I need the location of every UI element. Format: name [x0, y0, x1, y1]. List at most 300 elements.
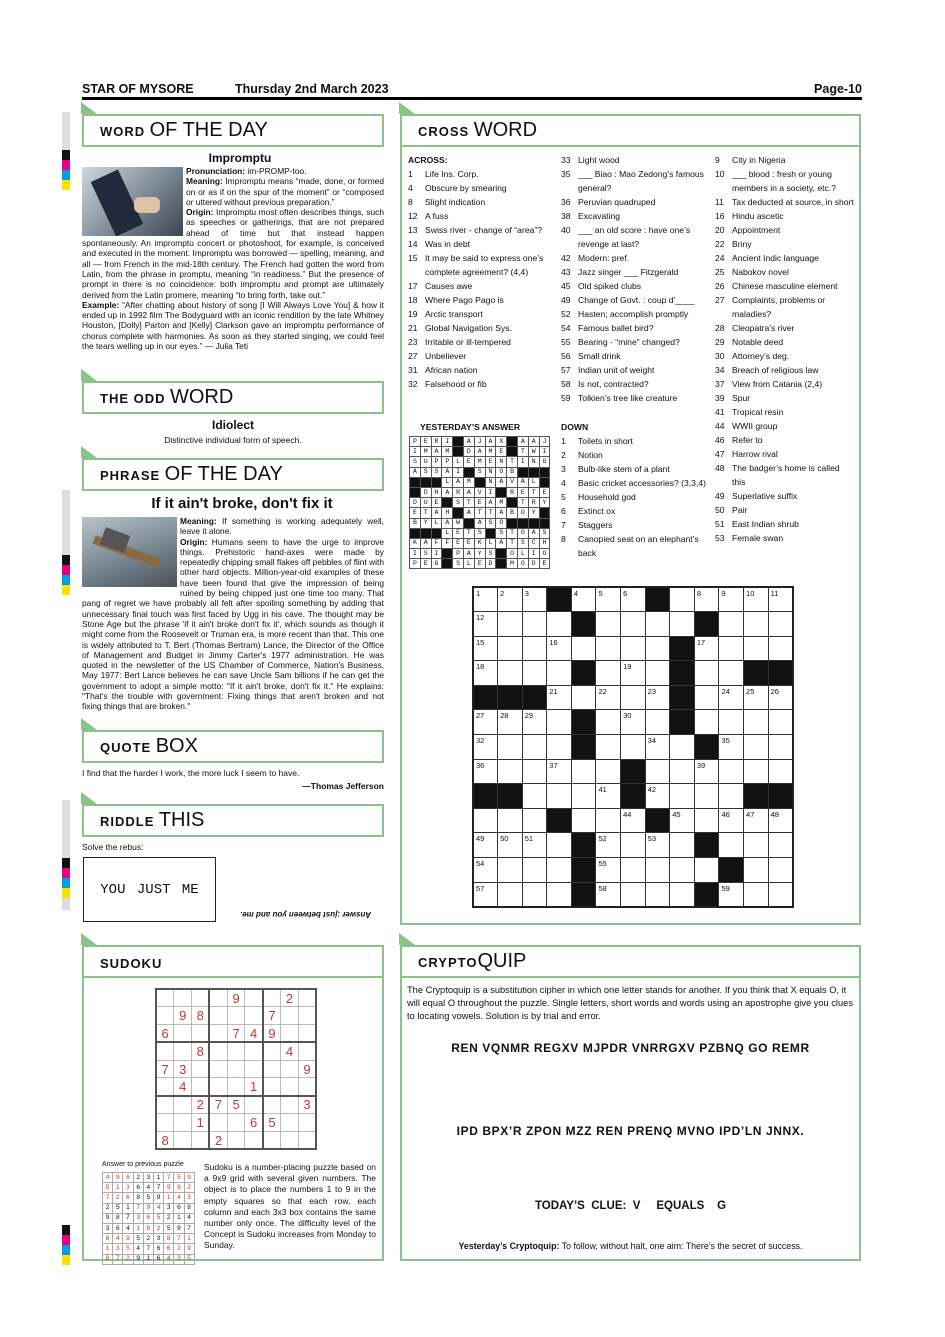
sudoku-cell[interactable]	[156, 1007, 174, 1025]
sudoku-cell[interactable]	[281, 1060, 299, 1078]
sudoku-cell[interactable]	[263, 1078, 281, 1096]
yest-letter-cell: R	[431, 437, 442, 447]
crossword-cell[interactable]	[522, 759, 547, 784]
crossword-cell[interactable]	[744, 636, 769, 661]
crossword-cell[interactable]	[694, 784, 719, 809]
crossword-cell[interactable]	[694, 858, 719, 883]
sudoku-cell[interactable]	[281, 1131, 299, 1149]
crossword-cell[interactable]	[744, 710, 769, 735]
crossword-cell[interactable]	[547, 612, 572, 637]
clue-text: Change of Govt. : coup d’____	[578, 295, 695, 305]
crossword-cell[interactable]	[498, 636, 523, 661]
crossword-cell[interactable]	[571, 636, 596, 661]
clue-text: Arctic transport	[425, 309, 483, 319]
crossword-cell[interactable]: 6	[621, 587, 646, 612]
crossword-cell[interactable]: 57	[473, 882, 498, 907]
yest-letter-cell: L	[453, 457, 464, 467]
crossword-cell[interactable]	[744, 858, 769, 883]
sudoku-cell[interactable]: 8	[192, 1007, 210, 1025]
crossword-cell[interactable]: 54	[473, 858, 498, 883]
crossword-cell[interactable]: 39	[694, 759, 719, 784]
black-cell	[522, 685, 547, 710]
sudoku-cell[interactable]	[245, 989, 263, 1007]
sudoku-cell[interactable]	[156, 1042, 174, 1060]
wotd-origin-label: Origin:	[186, 207, 214, 218]
crossword-cell[interactable]	[694, 685, 719, 710]
crossword-cell[interactable]	[498, 858, 523, 883]
crossword-cell[interactable]	[670, 858, 695, 883]
sudoku-cell[interactable]: 9	[298, 1060, 316, 1078]
crossword-cell[interactable]	[522, 636, 547, 661]
sudoku-cell[interactable]	[298, 1131, 316, 1149]
black-cell	[670, 710, 695, 735]
crossword-cell[interactable]	[571, 759, 596, 784]
sudoku-cell[interactable]: 2	[209, 1131, 227, 1149]
sudoku-cell[interactable]	[174, 1114, 192, 1132]
sudoku-cell[interactable]: 4	[281, 1042, 299, 1060]
crossword-cell[interactable]: 29	[522, 710, 547, 735]
crossword-cell[interactable]	[670, 735, 695, 760]
across-clues-col2	[561, 153, 711, 405]
crossword-cell[interactable]	[498, 759, 523, 784]
sudoku-answer-cell: 1	[123, 1203, 133, 1213]
sudoku-cell[interactable]	[209, 989, 227, 1007]
crossword-cell[interactable]	[571, 685, 596, 710]
crossword-cell[interactable]	[522, 784, 547, 809]
sudoku-cell[interactable]	[298, 1078, 316, 1096]
sudoku-cell[interactable]: 7	[227, 1025, 245, 1043]
sudoku-cell[interactable]	[192, 989, 210, 1007]
crossword-cell[interactable]	[719, 612, 744, 637]
crossword-cell[interactable]	[645, 858, 670, 883]
yest-letter-cell: E	[431, 498, 442, 508]
sudoku-answer-cell: 9	[143, 1203, 153, 1213]
crossword-cell[interactable]	[645, 661, 670, 686]
sudoku-answer-cell: 6	[174, 1203, 184, 1213]
crossword-cell[interactable]	[596, 636, 621, 661]
crossword-cell[interactable]	[596, 759, 621, 784]
crossword-cell[interactable]	[498, 808, 523, 833]
yest-black-cell	[410, 528, 421, 538]
crossword-cell[interactable]: 42	[645, 784, 670, 809]
crossword-cell[interactable]	[621, 735, 646, 760]
crossword-cell[interactable]: 49	[473, 833, 498, 858]
clue-text: Bulb-like stem of a plant	[578, 464, 670, 474]
crossword-cell[interactable]: 53	[645, 833, 670, 858]
sudoku-cell[interactable]: 4	[174, 1078, 192, 1096]
crossword-cell[interactable]: 2	[498, 587, 523, 612]
crossword-cell[interactable]	[498, 882, 523, 907]
yest-letter-cell: I	[410, 549, 421, 559]
sudoku-cell[interactable]: 2	[281, 989, 299, 1007]
clue-number: 33	[561, 155, 571, 165]
clue-text: Female swan	[732, 533, 784, 543]
sudoku-cell[interactable]	[174, 1131, 192, 1149]
crossword-cell[interactable]	[522, 612, 547, 637]
yest-letter-cell: B	[410, 518, 421, 528]
yest-letter-cell: A	[463, 549, 474, 559]
sudoku-cell[interactable]	[209, 1060, 227, 1078]
sudoku-answer-cell: 2	[113, 1193, 123, 1203]
crossword-cell[interactable]: 37	[547, 759, 572, 784]
crossword-cell[interactable]	[645, 612, 670, 637]
crossword-cell[interactable]	[596, 710, 621, 735]
crossword-cell[interactable]	[645, 882, 670, 907]
sudoku-cell[interactable]	[227, 1007, 245, 1025]
across-clue	[561, 251, 711, 265]
crossword-cell[interactable]	[670, 759, 695, 784]
crossword-cell[interactable]: 5	[596, 587, 621, 612]
sudoku-cell[interactable]	[263, 1060, 281, 1078]
crossword-cell[interactable]	[670, 587, 695, 612]
sudoku-cell[interactable]: 7	[156, 1060, 174, 1078]
sudoku-cell[interactable]: 7	[209, 1096, 227, 1114]
sudoku-cell[interactable]	[281, 1025, 299, 1043]
crossword-cell[interactable]	[645, 710, 670, 735]
sudoku-cell[interactable]: 6	[156, 1025, 174, 1043]
sudoku-cell[interactable]	[245, 1131, 263, 1149]
sudoku-answer-cell: 2	[133, 1173, 143, 1183]
crossword-cell[interactable]	[547, 784, 572, 809]
sudoku-cell[interactable]	[298, 989, 316, 1007]
sudoku-answer-cell: 3	[153, 1234, 163, 1244]
crossword-cell[interactable]	[547, 882, 572, 907]
yest-black-cell	[496, 487, 507, 497]
crossword-cell[interactable]	[719, 784, 744, 809]
crossword-cell[interactable]	[621, 636, 646, 661]
crossword-cell[interactable]: 50	[498, 833, 523, 858]
crossword-cell[interactable]	[768, 833, 793, 858]
crossword-cell[interactable]	[522, 882, 547, 907]
crossword-cell[interactable]: 27	[473, 710, 498, 735]
crossword-cell[interactable]	[547, 735, 572, 760]
sudoku-cell[interactable]	[263, 989, 281, 1007]
yest-letter-cell: E	[485, 457, 496, 467]
sudoku-cell[interactable]	[174, 1042, 192, 1060]
crossword-cell[interactable]	[768, 882, 793, 907]
sudoku-cell[interactable]	[281, 1007, 299, 1025]
clue-number: 2	[561, 450, 566, 460]
crossword-cell[interactable]	[768, 710, 793, 735]
crossword-cell[interactable]	[596, 661, 621, 686]
sudoku-cell[interactable]	[156, 1114, 174, 1132]
odd-title-a: THE ODD	[100, 391, 166, 406]
sudoku-cell[interactable]	[192, 1060, 210, 1078]
crossword-cell[interactable]	[719, 833, 744, 858]
crossword-cell[interactable]: 8	[694, 587, 719, 612]
across-clues-col1	[408, 167, 558, 391]
crossword-cell[interactable]: 36	[473, 759, 498, 784]
sudoku-cell[interactable]	[156, 989, 174, 1007]
crossword-cell[interactable]: 52	[596, 833, 621, 858]
sudoku-cell[interactable]: 3	[298, 1096, 316, 1114]
black-cell	[498, 784, 523, 809]
yest-letter-cell: R	[528, 498, 539, 508]
across-clue	[561, 349, 711, 363]
crossword-cell[interactable]: 21	[547, 685, 572, 710]
yest-letter-cell: T	[528, 487, 539, 497]
crossword-cell[interactable]: 34	[645, 735, 670, 760]
clue-text: Life Ins. Corp.	[425, 169, 479, 179]
crossword-cell[interactable]: 19	[621, 661, 646, 686]
crossword-cell[interactable]: 18	[473, 661, 498, 686]
sudoku-cell[interactable]: 8	[156, 1131, 174, 1149]
yest-letter-cell: A	[463, 437, 474, 447]
crossword-cell[interactable]	[621, 882, 646, 907]
sudoku-cell[interactable]	[209, 1007, 227, 1025]
sudoku-cell[interactable]	[281, 1078, 299, 1096]
crossword-cell[interactable]	[719, 636, 744, 661]
crossword-cell[interactable]: 30	[621, 710, 646, 735]
crossword-cell[interactable]	[596, 612, 621, 637]
sudoku-cell[interactable]: 1	[192, 1114, 210, 1132]
sudoku-cell[interactable]	[298, 1007, 316, 1025]
crossword-cell[interactable]	[522, 661, 547, 686]
sudoku-cell[interactable]: 5	[227, 1096, 245, 1114]
crossword-cell[interactable]: 10	[744, 587, 769, 612]
sudoku-cell[interactable]	[263, 1131, 281, 1149]
yest-letter-cell: A	[474, 447, 485, 457]
crossword-cell[interactable]	[670, 833, 695, 858]
sudoku-answer-cell: 1	[143, 1254, 153, 1264]
sudoku-cell[interactable]	[156, 1096, 174, 1114]
crossword-cell[interactable]	[645, 759, 670, 784]
sudoku-cell[interactable]	[298, 1114, 316, 1132]
riddle-answer: Answer :just between you and me.	[240, 910, 372, 919]
crossword-cell[interactable]	[694, 710, 719, 735]
sudoku-cell[interactable]	[156, 1078, 174, 1096]
sudoku-cell[interactable]	[209, 1114, 227, 1132]
crossword-cell[interactable]	[645, 636, 670, 661]
crossword-cell[interactable]	[744, 735, 769, 760]
sudoku-cell[interactable]: 2	[192, 1096, 210, 1114]
clue-number: 1	[561, 436, 566, 446]
sudoku-answer-cell: 8	[164, 1234, 174, 1244]
crossword-cell[interactable]: 26	[768, 685, 793, 710]
crossword-cell[interactable]	[498, 612, 523, 637]
crossword-cell[interactable]	[621, 833, 646, 858]
crossword-cell[interactable]: 55	[596, 858, 621, 883]
crossword-cell[interactable]	[719, 661, 744, 686]
crossword-cell[interactable]	[547, 710, 572, 735]
clue-text: Notable deed	[732, 337, 784, 347]
sudoku-cell[interactable]: 9	[227, 989, 245, 1007]
crossword-cell[interactable]: 3	[522, 587, 547, 612]
sudoku-cell[interactable]: 4	[245, 1025, 263, 1043]
crossword-cell[interactable]	[744, 833, 769, 858]
sudoku-cell[interactable]	[281, 1114, 299, 1132]
yest-letter-cell: R	[453, 487, 464, 497]
crossword-cell[interactable]	[621, 858, 646, 883]
yest-letter-cell: B	[507, 508, 518, 518]
crossword-cell[interactable]	[670, 612, 695, 637]
crossword-cell[interactable]	[744, 612, 769, 637]
crossword-cell[interactable]: 45	[670, 808, 695, 833]
crossword-cell[interactable]	[744, 882, 769, 907]
crossword-cell[interactable]: 12	[473, 612, 498, 637]
crossword-cell[interactable]	[498, 661, 523, 686]
sudoku-cell[interactable]	[245, 1007, 263, 1025]
sudoku-answer-cell: 3	[164, 1203, 174, 1213]
sudoku-answer-cell: 5	[174, 1173, 184, 1183]
sudoku-cell[interactable]	[281, 1096, 299, 1114]
sudoku-cell[interactable]	[227, 1131, 245, 1149]
clue-text: Excavating	[578, 211, 621, 221]
sudoku-cell[interactable]	[298, 1025, 316, 1043]
clue-text: Extinct ox	[578, 506, 616, 516]
crossword-cell[interactable]	[571, 784, 596, 809]
sudoku-cell[interactable]: 7	[263, 1007, 281, 1025]
clue-number: 19	[408, 309, 418, 319]
sudoku-cell[interactable]	[245, 1042, 263, 1060]
black-cell	[694, 612, 719, 637]
crossword-cell[interactable]	[498, 735, 523, 760]
sudoku-cell[interactable]	[263, 1042, 281, 1060]
clue-number: 59	[561, 393, 571, 403]
crossword-cell[interactable]	[596, 735, 621, 760]
crossword-cell[interactable]: 22	[596, 685, 621, 710]
crossword-cell[interactable]	[621, 685, 646, 710]
sudoku-cell[interactable]	[174, 1025, 192, 1043]
crossword-cell[interactable]	[547, 833, 572, 858]
crossword-cell[interactable]: 16	[547, 636, 572, 661]
across-clue	[408, 307, 558, 321]
down-clue	[561, 462, 711, 476]
crossword-cell[interactable]: 41	[596, 784, 621, 809]
clue-text: It may be said to express one’s complete agreement? (4,4)	[425, 253, 544, 277]
crossword-cell[interactable]: 44	[621, 808, 646, 833]
down-clue	[715, 349, 855, 363]
crossword-cell[interactable]	[670, 882, 695, 907]
crossword-cell[interactable]: 48	[768, 808, 793, 833]
crossword-cell[interactable]: 1	[473, 587, 498, 612]
crossword-cell[interactable]	[768, 858, 793, 883]
crossword-cell[interactable]: 46	[719, 808, 744, 833]
black-cell	[571, 858, 596, 883]
crossword-cell[interactable]: 25	[744, 685, 769, 710]
sudoku-cell[interactable]	[192, 1025, 210, 1043]
sudoku-cell[interactable]: 5	[263, 1114, 281, 1132]
sudoku-answer-cell: 6	[143, 1213, 153, 1223]
crossword-cell[interactable]	[768, 759, 793, 784]
yest-black-cell	[517, 467, 528, 477]
sudoku-cell[interactable]	[227, 1114, 245, 1132]
sudoku-cell[interactable]: 1	[245, 1078, 263, 1096]
crossword-cell[interactable]	[522, 808, 547, 833]
sudoku-cell[interactable]	[209, 1025, 227, 1043]
yest-letter-cell: E	[420, 559, 431, 569]
crossword-cell[interactable]: 23	[645, 685, 670, 710]
crossword-cell[interactable]: 15	[473, 636, 498, 661]
crossword-cell[interactable]	[768, 735, 793, 760]
sudoku-cell[interactable]: 3	[174, 1060, 192, 1078]
crossword-cell[interactable]: 58	[596, 882, 621, 907]
crossword-cell[interactable]: 35	[719, 735, 744, 760]
crossword-cell[interactable]	[744, 759, 769, 784]
yest-letter-cell: T	[485, 508, 496, 518]
crossword-cell[interactable]: 9	[719, 587, 744, 612]
crossword-cell[interactable]	[596, 808, 621, 833]
clue-number: 15	[408, 253, 418, 263]
sudoku-cell[interactable]	[174, 1096, 192, 1114]
sudoku-cell[interactable]	[192, 1131, 210, 1149]
sudoku-cell[interactable]	[192, 1078, 210, 1096]
black-cell	[571, 833, 596, 858]
crossword-cell[interactable]	[522, 858, 547, 883]
clue-text: Obscure by smearing	[425, 183, 507, 193]
crossword-cell[interactable]	[768, 636, 793, 661]
crossword-cell[interactable]: 4	[571, 587, 596, 612]
clue-number: 1	[408, 169, 413, 179]
sudoku-cell[interactable]	[209, 1078, 227, 1096]
crossword-cell[interactable]	[694, 808, 719, 833]
yest-letter-cell: D	[528, 559, 539, 569]
sudoku-answer-cell: 6	[113, 1223, 123, 1233]
clue-text: Tax deducted at source, in short	[732, 197, 854, 207]
sudoku-grid[interactable]	[155, 988, 317, 1150]
yest-letter-cell: E	[463, 457, 474, 467]
wotd-meaning-label: Meaning:	[186, 176, 223, 187]
sudoku-cell[interactable]	[245, 1060, 263, 1078]
crossword-cell[interactable]	[768, 612, 793, 637]
crossword-cell[interactable]: 51	[522, 833, 547, 858]
crossword-cell[interactable]: 32	[473, 735, 498, 760]
crossword-cell[interactable]	[522, 735, 547, 760]
black-cell	[571, 735, 596, 760]
sudoku-cell[interactable]	[209, 1042, 227, 1060]
crossword-cell[interactable]	[547, 661, 572, 686]
sudoku-cell[interactable]: 6	[245, 1114, 263, 1132]
sudoku-cell[interactable]	[227, 1060, 245, 1078]
cq-yesterday-label: Yesterday’s Cryptoquip:	[458, 1241, 560, 1251]
sudoku-answer-cell: 9	[133, 1254, 143, 1264]
crossword-cell[interactable]	[621, 612, 646, 637]
sudoku-answer-cell: 4	[164, 1254, 174, 1264]
crossword-cell[interactable]: 47	[744, 808, 769, 833]
crossword-cell[interactable]: 17	[694, 636, 719, 661]
sudoku-cell[interactable]	[174, 989, 192, 1007]
yest-black-cell	[528, 518, 539, 528]
clue-text: Hindu ascetic	[732, 211, 784, 221]
crossword-cell[interactable]: 24	[719, 685, 744, 710]
sudoku-cell[interactable]: 9	[263, 1025, 281, 1043]
crossword-cell[interactable]: 11	[768, 587, 793, 612]
sudoku-cell[interactable]: 8	[192, 1042, 210, 1060]
crossword-cell[interactable]	[719, 710, 744, 735]
crossword-cell[interactable]	[547, 858, 572, 883]
crossword-cell[interactable]	[670, 784, 695, 809]
potd-meaning-label: Meaning:	[180, 516, 217, 526]
sudoku-cell[interactable]	[263, 1096, 281, 1114]
crossword-cell[interactable]	[694, 661, 719, 686]
crossword-cell[interactable]	[719, 759, 744, 784]
sudoku-cell[interactable]	[227, 1078, 245, 1096]
sudoku-cell[interactable]	[227, 1042, 245, 1060]
crossword-grid[interactable]	[472, 586, 794, 908]
sudoku-answer-cell: 5	[113, 1203, 123, 1213]
sudoku-cell[interactable]	[245, 1096, 263, 1114]
sudoku-cell[interactable]	[298, 1042, 316, 1060]
clue-text: Unbeliever	[425, 351, 467, 361]
crossword-cell[interactable]: 28	[498, 710, 523, 735]
crossword-cell[interactable]: 59	[719, 882, 744, 907]
clue-number: 50	[715, 505, 725, 515]
down-clue	[715, 447, 855, 461]
potd-origin-label: Origin:	[180, 536, 208, 547]
crossword-cell[interactable]	[571, 808, 596, 833]
crossword-cell[interactable]	[473, 808, 498, 833]
sudoku-cell[interactable]: 9	[174, 1007, 192, 1025]
